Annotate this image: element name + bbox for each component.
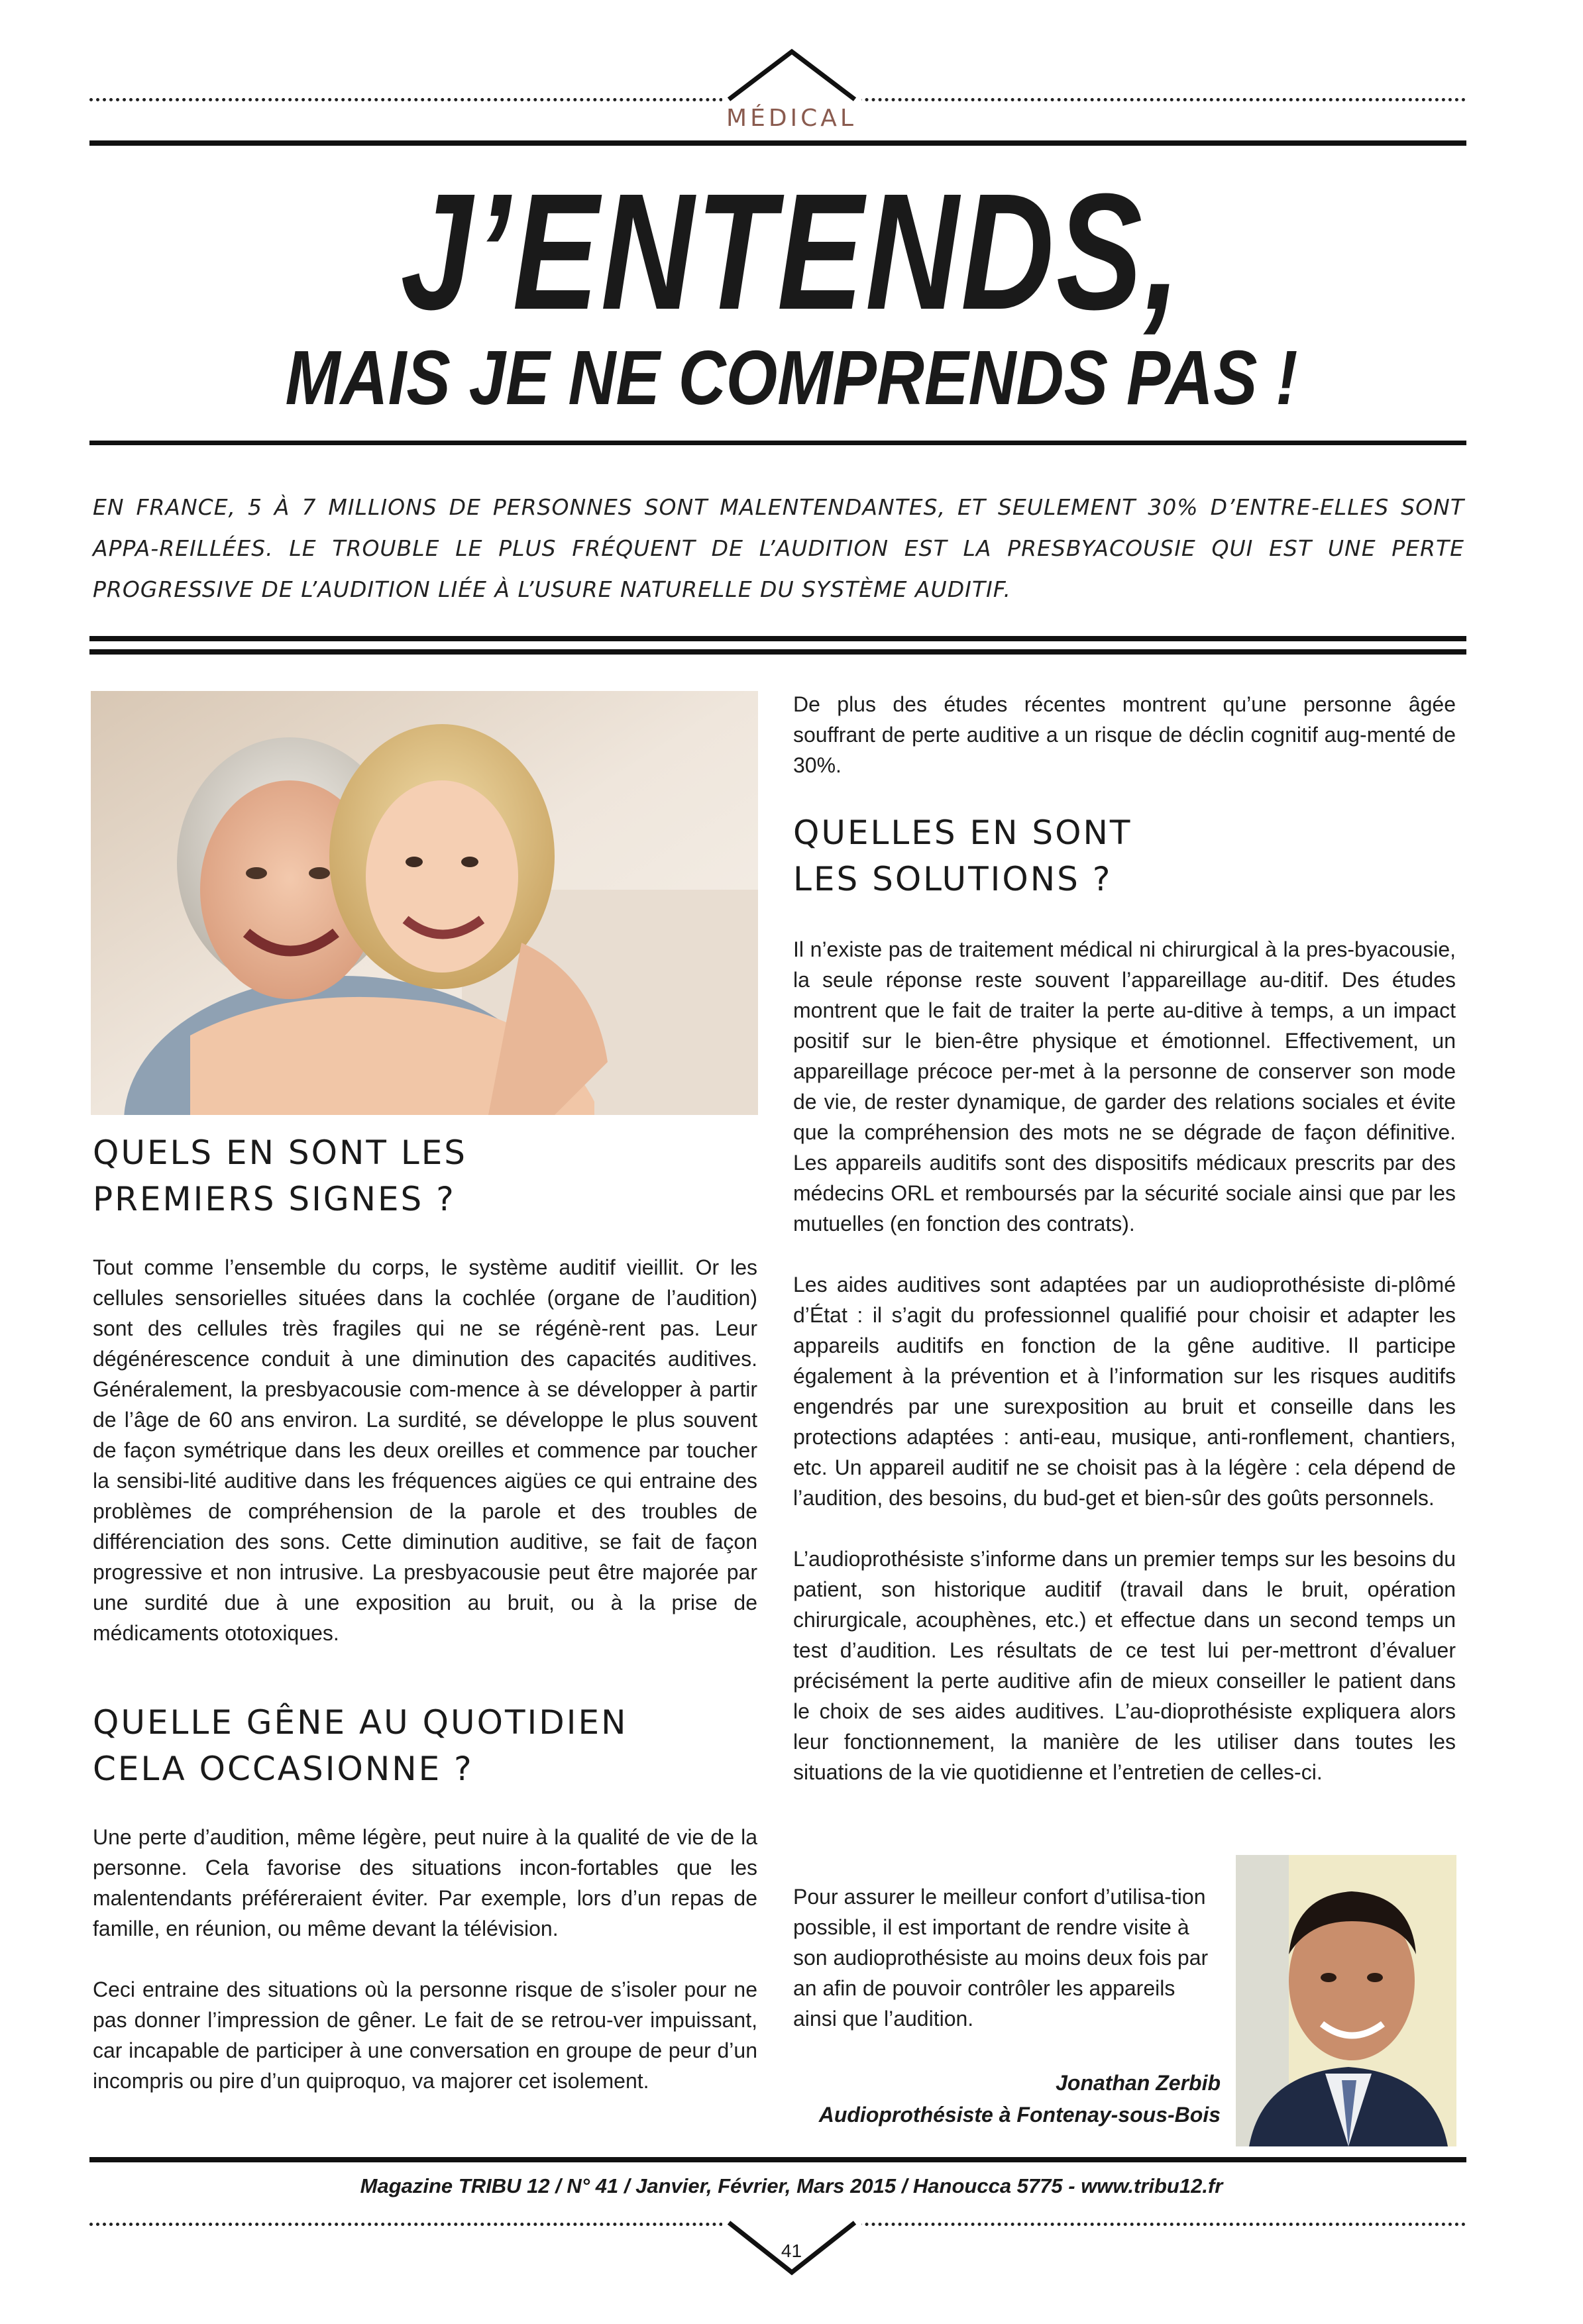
heading-solutions <box>793 810 1456 902</box>
right-column-closing <box>793 1881 1221 2034</box>
headline-rule <box>89 441 1466 445</box>
headline-line2: MAIS JE NE COMPRENDS PAS ! <box>285 335 1298 421</box>
heading-line: QUELLES EN SONT <box>793 814 1132 852</box>
heading-line: PREMIERS SIGNES ? <box>93 1180 456 1218</box>
left-column-text-1 <box>93 1252 757 1648</box>
author-name: Jonathan Zerbib <box>1056 2071 1221 2095</box>
paragraph: Tout comme l’ensemble du corps, le système auditif vieillit. Or les cellules sensorielles situées dans la cochlée (organe de l’audition) sont des cellules très fragiles qui ne se régénè-rent pas. Leur dégénérescence conduit à une diminution des capacités auditives. Généralement, la presbyacousie com-mence à se développer à partir de l’âge de 60 ans environ. La surdité, se développe le plus souvent de façon symétrique dans les deux oreilles et commence par toucher la sensibi-lité auditive dans les fréquences aigües ce qui entraine des problèmes de compréhension de la parole et des troubles de différenciation des sons. Cette diminution auditive, se fait de façon progressive et non intrusive. La presbyacousie peut être majorée par une surdité due à une exposition au bruit, ou à la prise de médicaments ototoxiques. <box>93 1255 757 1645</box>
paragraph: Les aides auditives sont adaptées par un audioprothésiste di-plômé d’État : il s’agit du professionnel qualifié pour choisir et adapter les appareils auditifs en fonction de la gêne auditive. Il participe également à la prévention et à l’information sur les risques auditifs engendrés par une surexposition au bruit et conseille dans les protections adaptées : anti-eau, musique, anti-ronflement, chantiers, etc. Un appareil auditif ne se choisit pas à la légère : cela dépend de l’audition, des besoins, du bud-get et bien-sûr des goûts personnels. <box>793 1273 1456 1510</box>
heading-line: CELA OCCASIONNE ? <box>93 1750 474 1788</box>
section-label: MÉDICAL <box>726 105 857 132</box>
intro-rule-2 <box>89 649 1466 655</box>
top-chevron-ornament <box>722 46 861 103</box>
signature-block <box>729 2067 1221 2131</box>
footer-text: Magazine TRIBU 12 / N° 41 / Janvier, Février, Mars 2015 / Hanoucca 5775 - www.tribu12.fr <box>360 2174 1223 2197</box>
right-column-intro <box>793 689 1456 780</box>
intro-paragraph: EN FRANCE, 5 À 7 MILLIONS DE PERSONNES SONT MALENTENDANTES, ET SEULEMENT 30% D’ENTRE-ELLES SONT APPA-REILLÉES. LE TROUBLE LE PLUS FRÉQUENT DE L’AUDITION EST LA PRESBYACOUSIE QUI EST UNE PERTE PROGRESSIVE DE L’AUDITION LIÉE À L’USURE NATURELLE DU SYSTÈME AUDITIF. <box>93 494 1464 602</box>
paragraph: Pour assurer le meilleur confort d’utilisa-tion possible, il est important de rendre visite à son audioprothésiste au moins deux fois par an afin de pouvoir contrôler les appareils ainsi que l’audition. <box>793 1885 1209 2031</box>
paragraph: De plus des études récentes montrent qu’une personne âgée souffrant de perte auditive a un risque de déclin cognitif aug-menté de 30%. <box>793 692 1456 777</box>
page-number: 41 <box>781 2241 802 2261</box>
paragraph: L’audioprothésiste s’informe dans un premier temps sur les besoins du patient, son historique auditif (travail dans le bruit, opération chirurgicale, acouphènes, etc.) et effectue dans un second temps un test d’audition. Les résultats de ce test lui per-mettront d’évaluer précisément la perte auditive afin de mieux conseiller le patient dans le choix de ses aides auditives. L’au-dioprothésiste expliquera alors leur fonctionnement, la manière de les utiliser dans toutes les situations de la vie quotidienne et l’entretien de celles-ci. <box>793 1547 1456 1784</box>
intro-rule-1 <box>89 636 1466 641</box>
author-title: Audioprothésiste à Fontenay-sous-Bois <box>818 2103 1221 2127</box>
right-column-text <box>793 934 1456 1787</box>
left-column-text-2 <box>93 1822 757 2096</box>
paragraph: Il n’existe pas de traitement médical ni chirurgical à la pres-byacousie, la seule réponse reste souvent l’appareillage au-ditif. Des études montrent que le fait de traiter la perte au-ditive à temps, a un impact positif sur le bien-être physique et émotionnel. Effectivement, un appareillage précoce per-met à la personne de conserver son mode de vie, de rester dynamique, de garder des relations sociales et évite que la compréhension des mots ne se dégrade de façon définitive. Les appareils auditifs sont des dispositifs médicaux prescrits par des médecins ORL et remboursés par la sécurité sociale ainsi que par les mutuelles (en fonction des contrats). <box>793 937 1456 1236</box>
photo-grandmother-child <box>91 691 758 1115</box>
paragraph: Ceci entraine des situations où la personne risque de s’isoler pour ne pas donner l’impression de gêner. Le fait de se retrou-ver impuissant, car incapable de participer à une conversation en groupe de peur d’un incompris ou pire d’un quiproquo, va majorer cet isolement. <box>93 1978 757 2093</box>
headline-line1: J’ENTENDS, <box>400 159 1183 344</box>
heading-gene-quotidien <box>93 1699 757 1792</box>
paragraph: Une perte d’audition, même légère, peut nuire à la qualité de vie de la personne. Cela favorise des situations incon-fortables que les malentendants préféreraient éviter. Par exemple, lors d’un repas de famille, en réunion, ou même devant la télévision. <box>93 1825 757 1940</box>
heading-line: LES SOLUTIONS ? <box>793 860 1113 898</box>
footer-rule <box>89 2157 1466 2162</box>
heading-line: QUELS EN SONT LES <box>93 1134 468 1172</box>
header-rule <box>89 140 1466 146</box>
heading-line: QUELLE GÊNE AU QUOTIDIEN <box>93 1703 628 1742</box>
photo-author-portrait <box>1236 1855 1456 2146</box>
heading-premiers-signes <box>93 1130 755 1222</box>
